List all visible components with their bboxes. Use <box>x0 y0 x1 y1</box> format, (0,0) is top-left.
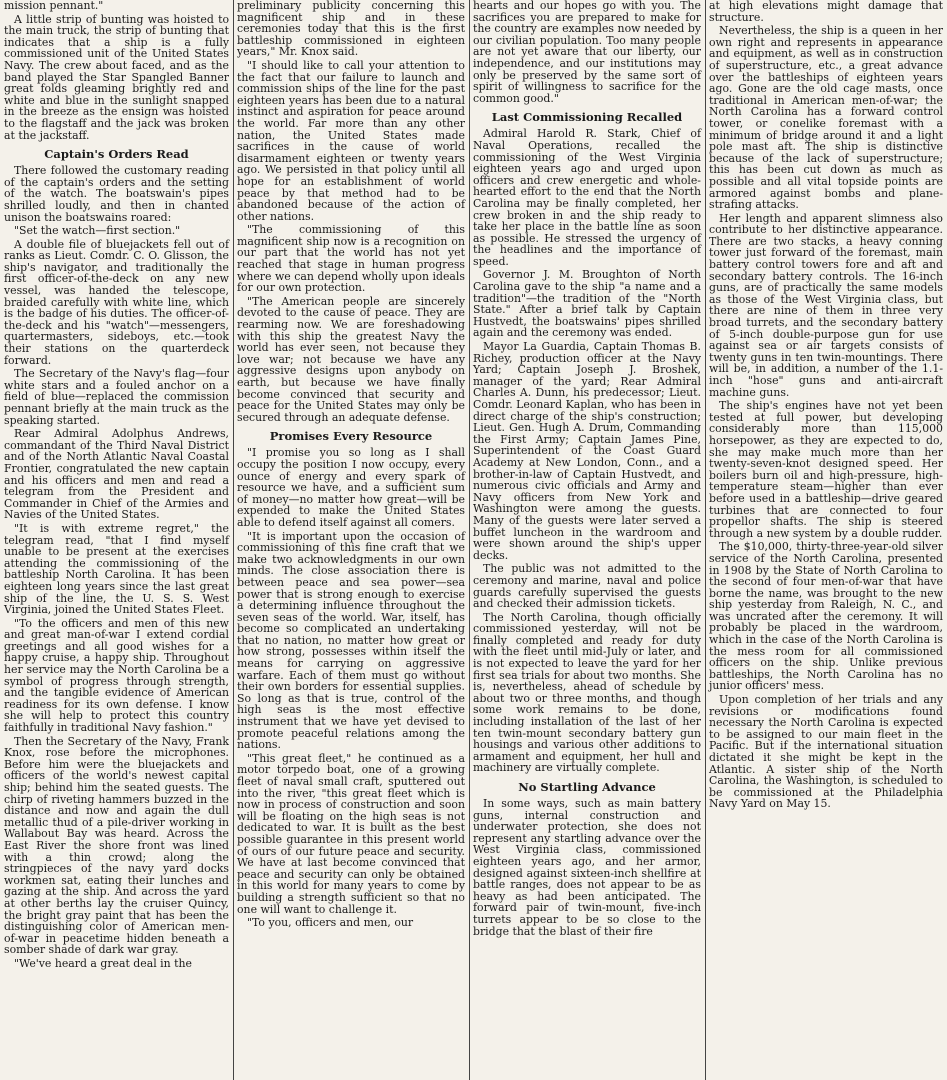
article-paragraph: Rear Admiral Adolphus Andrews, commandant of the Third Naval District and of the North Atlantic Naval Coastal Frontier, congratulated the new captain and his officers and men and read a telegram from the President and Commander in Chief of the Armies and Navies of the United States. <box>4 427 229 522</box>
column-4 <box>705 0 947 1080</box>
column-divider <box>233 0 234 1080</box>
article-paragraph: "To you, officers and men, our <box>247 916 414 930</box>
article-paragraph: The public was not admitted to the ceremony and marine, naval and police guards carefully supervised the guests and checked their admission tickets. <box>473 562 701 611</box>
column-3 <box>469 0 705 1080</box>
article-paragraph: Then the Secretary of the Navy, Frank Knox, rose before the microphones. Before him were the bluejackets and officers of the world's newest capital ship; behind him the seated guests. The chirp of riveting hammers buzzed in the distance and now and again the dull metallic thud of a pile-driver working in Wallabout Bay was heard. Across the East River the shore front was lined with a thin crowd; along the stringpieces of the navy yard docks workmen sat, eating their lunches and gazing at the ship. And across the yard at other berths lay the cruiser Quincy, the bright gray paint that has been the distinguishing color of American men-of-war in peacetime hidden beneath a somber shade of dark war gray. <box>4 734 229 957</box>
article-paragraph: "It is important upon the occasion of commissioning of this fine craft that we make two acknowledgments in our own minds. The close association there is between peace and sea power—sea power that is strong enough to exercise a determining influence throughout the seven seas of the world. War, itself, has become so complicated an undertaking that no nation, no matter how great or how strong, possesses within itself the means for carrying on aggressive warfare. Each of them must go without their own borders for essential supplies. So long as that is true, control of the high seas is the most effective instrument that we have yet devised to promote peaceful relations among the nations. <box>237 529 465 752</box>
article-paragraph: The Secretary of the Navy's flag—four white stars and a fouled anchor on a field of blue—replaced the commission pennant briefly at the main truck as the speaking started. <box>4 367 229 427</box>
article-paragraph: preliminary publicity concerning this magnificent ship and in these ceremonies today that this is the first battleship commissioned in eighteen years," Mr. Knox said. <box>237 0 465 59</box>
article-paragraph: "We've heard a great deal in the <box>14 956 192 970</box>
column-1 <box>0 0 233 1080</box>
article-paragraph: "I should like to call your attention to the fact that our failure to launch and commission ships of the line for the past eighteen years has been due to a natural instinct and aspiration for peace around the world. Far more than any other nation, the United States made sacrifices in the cause of world disarmament eighteen or twenty years ago. We persisted in that policy until all hope for an establishment of world peace by that method had to be abandoned because of the action of other nations. <box>237 58 465 223</box>
article-paragraph: Governor J. M. Broughton of North Carolina gave to the ship "a name and a tradition"—the tradition of the "North State." After a brief talk by Captain Hustvedt, the boatswains' pipes shrilled again and the ceremony was ended. <box>473 268 701 340</box>
article-paragraph: "To the officers and men of this new and great man-of-war I extend cordial greetings and all good wishes for a happy cruise, a happy ship. Throughout her service may the North Carolina be a symbol of progress through strength, and the tangible evidence of American readiness for its own defense. I know she will help to protect this country faithfully in traditional Navy fashion." <box>4 616 229 735</box>
article-paragraph: A little strip of bunting was hoisted to the main truck, the strip of bunting that indicates that a ship is a fully commissioned unit of the United States Navy. The crew about faced, and as the band played the Star Spangled Banner great folds gleaming brightly red and white and blue in the sunlight snapped in the breeze as the ensign was hoisted to the flagstaff and the jack was broken at the jackstaff. <box>4 12 229 142</box>
article-paragraph: "This great fleet," he continued as a motor torpedo boat, one of a growing fleet of naval small craft, sputtered out into the river, "this great fleet which is now in process of construction and soon will be floating on the high seas is not dedicated to war. It is built as the best possible guarantee in this present world of ours of our future peace and security. We have at last become convinced that peace and security can only be obtained in this world for many years to come by building a strength sufficient so that no one will want to challenge it. <box>237 751 465 916</box>
article-paragraph: Upon completion of her trials and any revisions or modifications found necessary the North Carolina is expected to be assigned to our main fleet in the Pacific. But if the international situation dictated it she might be kept in the Atlantic. A sister ship of the North Carolina, the Washington, is scheduled to be commissioned at the Philadelphia Navy Yard on May 15. <box>709 693 943 811</box>
column-divider <box>469 0 470 1080</box>
article-paragraph: "I promise you so long as I shall occupy the position I now occupy, every ounce of energy and every spark of resource we have, and a sufficient sum of money—no matter how great—will be expended to make the United States able to defend itself against all comers. <box>237 446 465 529</box>
article-paragraph: hearts and our hopes go with you. The sacrifices you are prepared to make for the country are examples now needed by our civilian population. Too many people are not yet aware that our liberty, our independence, and our institutions may only be preserved by the same sort of spirit of willingness to sacrifice for the common good." <box>473 0 701 105</box>
article-paragraph: at high elevations might damage that structure. <box>709 0 943 24</box>
article-paragraph: In some ways, such as main battery guns, internal construction and underwater protection, she does not represent any startling advance over the West Virginia class, commissioned eighteen years ago, and her armor, designed against sixteen-inch shellfire at battle ranges, does not appear to be as heavy as had been anticipated. The forward pair of twin-mount, five-inch turrets appear to be so close to the bridge that the blast of their fire <box>473 797 701 938</box>
article-paragraph: A double file of bluejackets fell out of ranks as Lieut. Comdr. C. O. Glisson, the ship's navigator, and traditionally the first officer-of-the-deck on any new vessel, was handed the telescope, braided carefully with white line, which is the badge of his duties. The officer-of-the-deck and his "watch"—messengers, quartermasters, sideboys, etc.—took their stations on the quarterdeck forward. <box>4 237 229 367</box>
column-divider <box>705 0 706 1080</box>
article-paragraph: "The American people are sincerely devoted to the cause of peace. They are rearming now. We are foreshadowing with this ship the greatest Navy the world has ever seen, not because they love war; not because we have any aggressive designs upon anybody on earth, but because we have finally become convinced that security and peace for the United States may only be secured through an adequate defense. <box>237 294 465 424</box>
section-heading: Last Commissioning Recalled <box>491 110 683 125</box>
article-paragraph: Her length and apparent slimness also contribute to her distinctive appearance. There are two stacks, a heavy conning tower just forward of the foremast, main battery control towers fore and aft and secondary battery controls. The 16-inch guns, are of practically the same models as those of the West Virginia class, but there are nine of them in three very broad turrets, and the secondary battery of 5-inch double-purpose gun for use against sea or air targets consists of twenty guns in ten twin-mountings. There will be, in addition, a number of the 1.1-inch "hose" guns and anti-aircraft machine guns. <box>709 211 943 399</box>
article-paragraph: "The commissioning of this magnificent ship now is a recognition on our part that the world has not yet reached that stage in human progress where we can depend wholly upon ideals for our own protection. <box>237 223 465 295</box>
section-heading: Captain's Orders Read <box>44 147 189 162</box>
article-paragraph: "It is with extreme regret," the telegram read, "that I find myself unable to be present at the exercises attending the commissioning of the battleship North Carolina. It has been eighteen long years since the last great ship of the line, the U. S. S. West Virginia, joined the United States Fleet. <box>4 521 229 617</box>
article-paragraph: The ship's engines have not yet been tested at full power, but developing considerably more than 115,000 horsepower, as they are expected to do, she may make much more than her twenty-seven-knot designed speed. Her boilers burn oil and high-pressure, high-temperature steam—higher than ever before used in a battleship—drive geared turbines that are connected to four propellor shafts. The ship is steered through a new system by a double rudder. <box>709 399 943 540</box>
article-paragraph: Mayor La Guardia, Captain Thomas B. Richey, production officer at the Navy Yard; Captain Joseph J. Broshek, manager of the yard; Rear Admiral Charles A. Dunn, his predecessor; Lieut. Comdr. Leonard Kaplan, who has been in direct charge of the ship's construction; Lieut. Gen. Hugh A. Drum, Commanding the First Army; Captain James Pine, Superintendent of the Coast Guard Academy at New London, Conn., and a brother-in-law of Captain Hustvedt, and numerous civic officials and Army and Navy officers from New York and Washington were among the guests. Many of the guests were later served a buffet luncheon in the wardroom and were shown around the ship's upper decks. <box>473 340 701 562</box>
column-2 <box>233 0 469 1080</box>
article-paragraph: Nevertheless, the ship is a queen in her own right and represents in appearance and equipment, as well as in construction of superstructure, etc., a great advance over the battleships of eighteen years ago. Gone are the old cage masts, once traditional in American men-of-war; the North Carolina has a forward control tower, or conelike foremast with a minimum of bridge around it and a light pole mast aft. The ship is distinctive because of the lack of superstructure; this has been cut down as much as possible and all vital topside points are armored against bombs and plane-strafing attacks. <box>709 24 943 212</box>
article-paragraph: The North Carolina, though officially commissioned yesterday, will not be finally completed and ready for duty with the fleet until mid-July or later, and is not expected to leave the yard for her first sea trials for about two months. She is, nevertheless, ahead of schedule by about two or three months, and though some work remains to be done, including installation of the last of her ten twin-mount secondary battery gun housings and various other additions to armament and equipment, her hull and machinery are virtually complete. <box>473 610 701 775</box>
article-paragraph: mission pennant." <box>4 0 104 12</box>
article-paragraph: "Set the watch—first section." <box>14 224 181 238</box>
section-heading: No Startling Advance <box>518 780 656 794</box>
article-paragraph: The $10,000, thirty-three-year-old silver service of the North Carolina, presented in 1908 by the State of North Carolina to the second of four men-of-war that have borne the name, was brought to the new ship yesterday from Raleigh, N. C., and was uncrated after the ceremony. It will probably be placed in the wardroom, which in the case of the North Carolina is the mess room for all commissioned officers on the ship. Unlike previous battleships, the North Carolina has no junior officers' mess. <box>709 540 943 693</box>
section-heading: Promises Every Resource <box>269 429 433 444</box>
article-paragraph: Admiral Harold R. Stark, Chief of Naval Operations, recalled the commissioning of the West Virginia eighteen years ago and urged upon officers and crew energetic and whole-hearted effort to the end that the North Carolina may be finally completed, her crew broken in and the ship ready to take her place in the battle line as soon as possible. He stressed the urgency of the headlines and the importance of speed. <box>473 127 701 268</box>
article-paragraph: There followed the customary reading of the captain's orders and the setting of the watch. The boatswain's pipes shrilled loudly, and then in chanted unison the boatswains roared: <box>4 164 229 224</box>
